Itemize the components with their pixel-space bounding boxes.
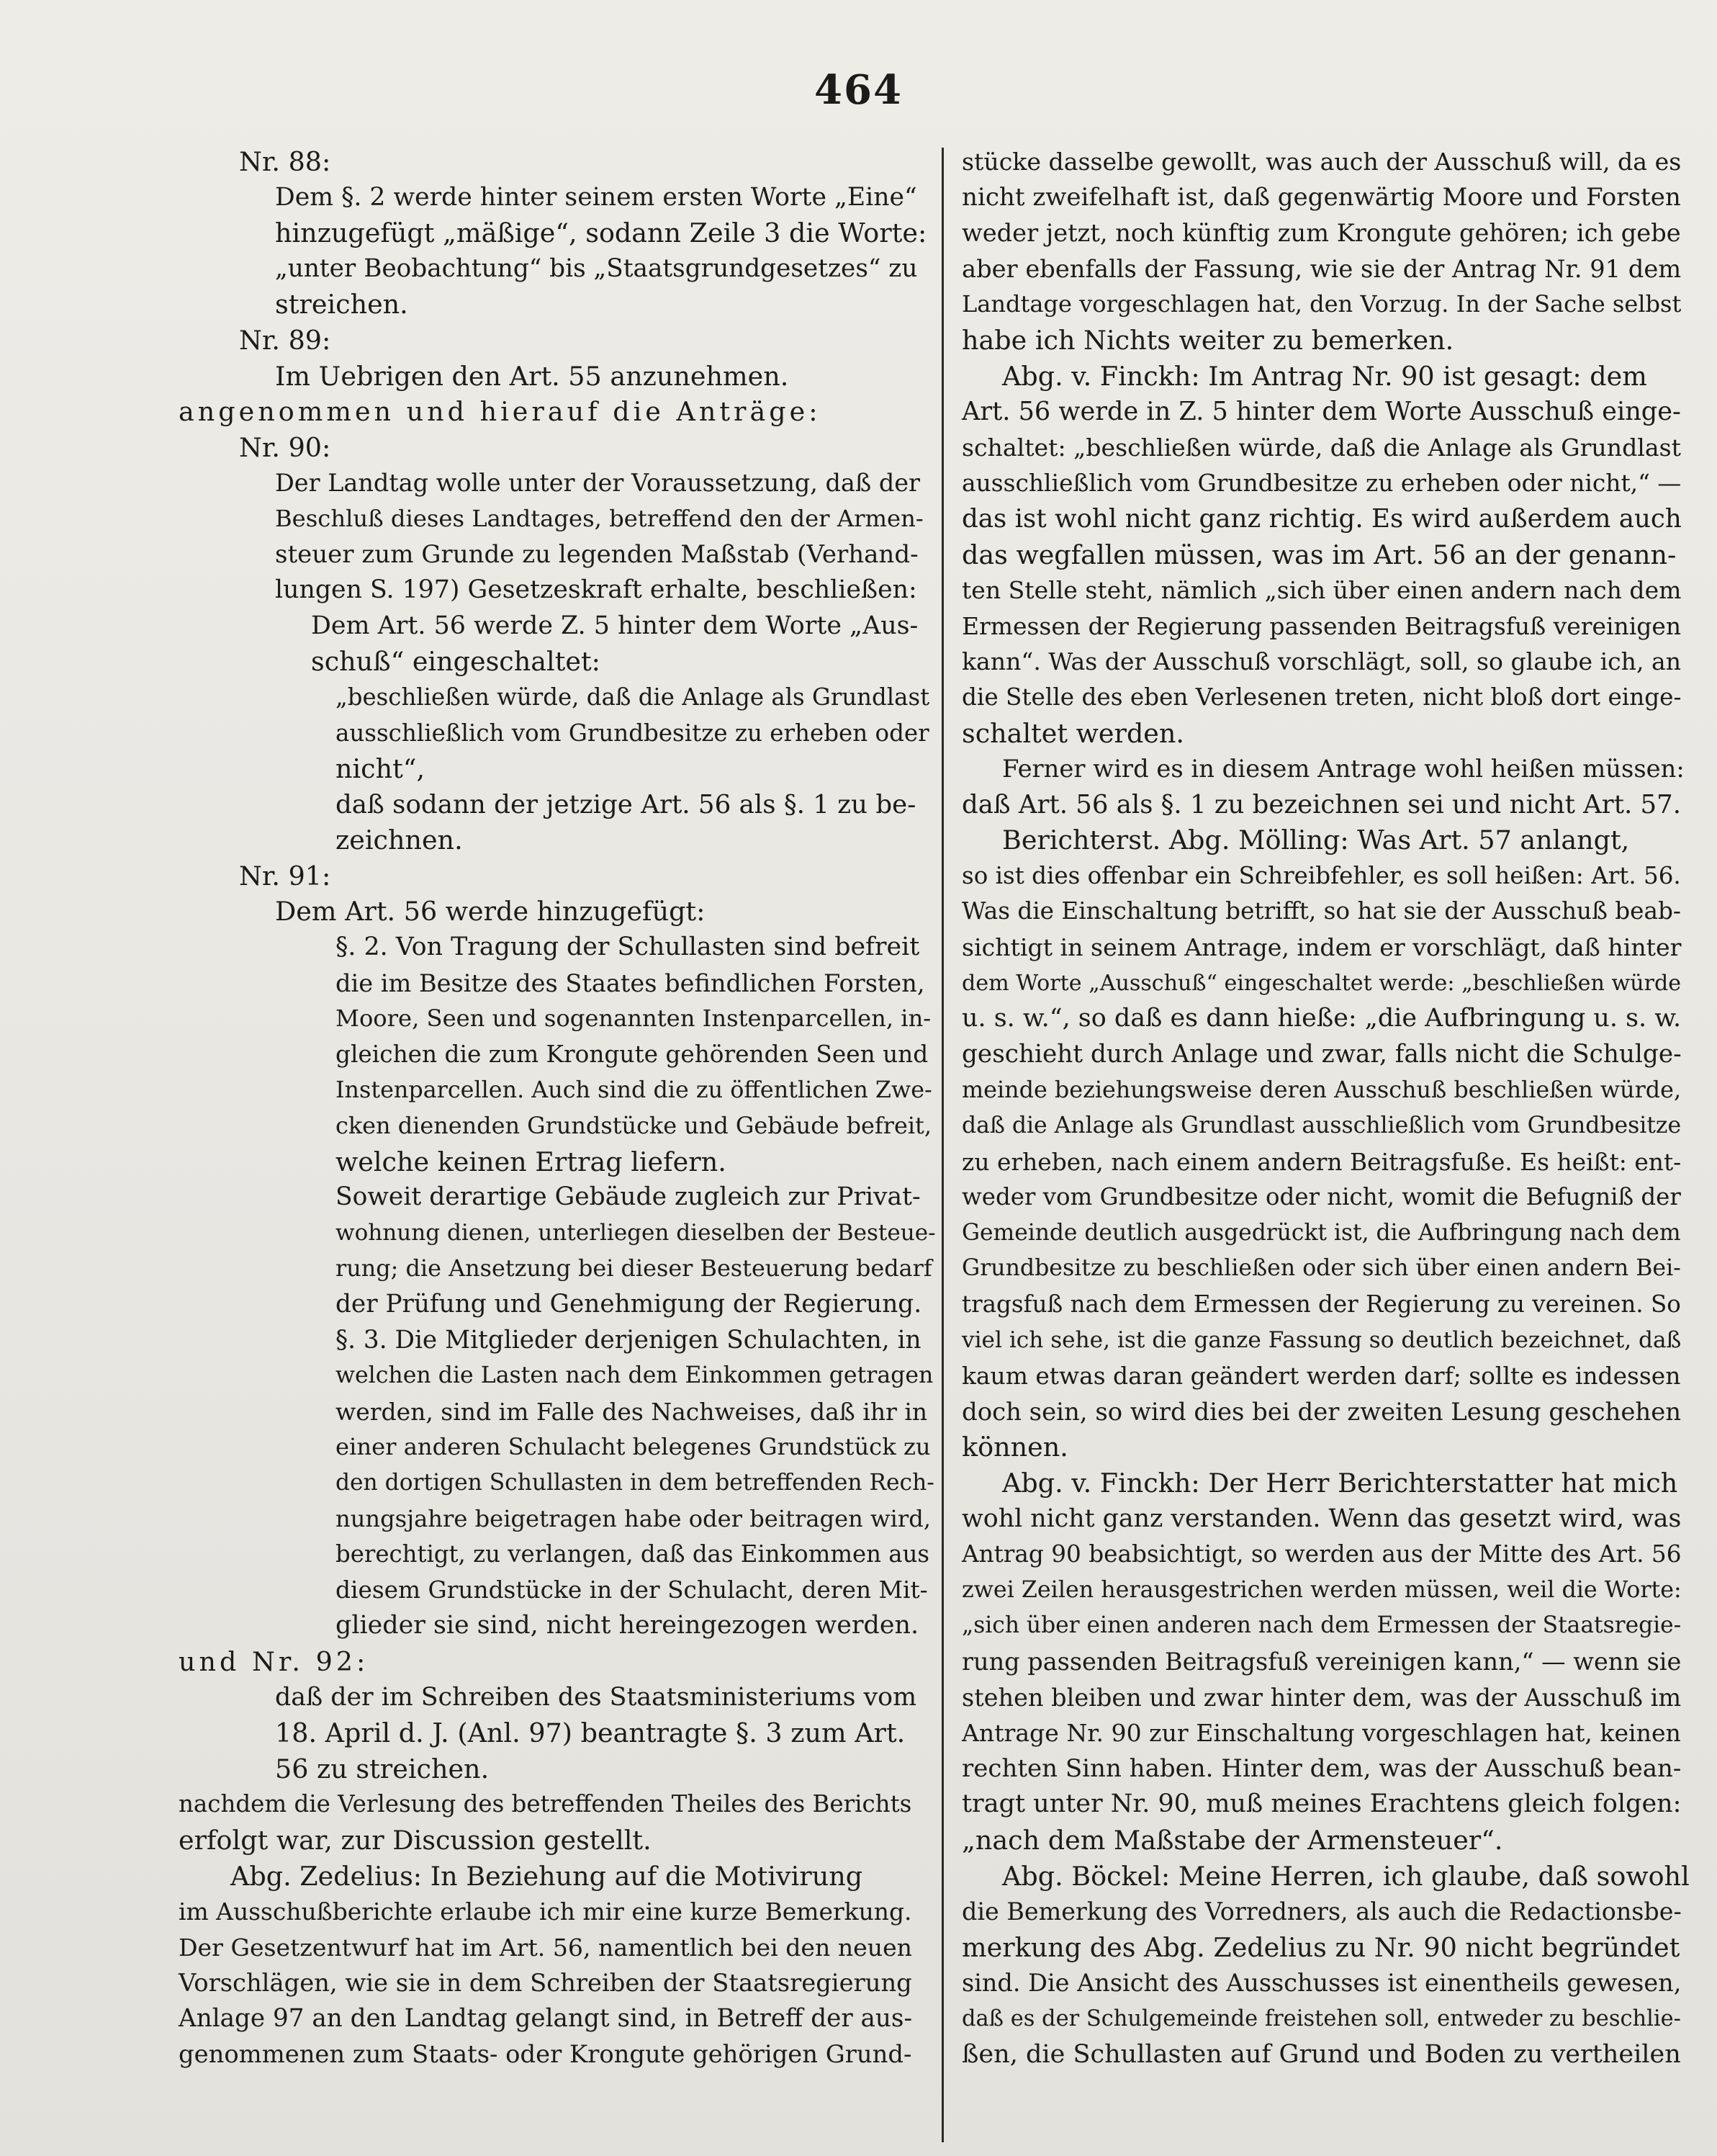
text-line: Ermessen der Regierung passenden Beitragsfuß vereinigen: [962, 611, 1682, 640]
text-line: Dem Art. 56 werde hinzugefügt:: [275, 896, 706, 927]
text-line: das ist wohl nicht ganz richtig. Es wird außerdem auch: [962, 503, 1682, 534]
text-line: Dem §. 2 werde hinter seinem ersten Worte „Eine“: [275, 182, 917, 212]
text-line: Berichterst. Abg. Mölling: Was Art. 57 anlangt,: [1002, 825, 1630, 856]
text-line: „beschließen würde, daß die Anlage als Grundlast: [335, 683, 930, 711]
text-line: Instenparcellen. Auch sind die zu öffentlichen Zwe-: [335, 1077, 932, 1104]
text-line: so ist dies offenbar ein Schreibfehler, es soll heißen: Art. 56.: [962, 861, 1681, 889]
text-line: stücke dasselbe gewollt, was auch der Ausschuß will, da es: [962, 148, 1682, 176]
text-line: angenommen und hierauf die Anträge:: [179, 396, 821, 428]
text-line: können.: [962, 1432, 1068, 1463]
text-line: Antrage Nr. 90 zur Einschaltung vorgeschlagen hat, keinen: [962, 1719, 1681, 1748]
text-line: gleichen die zum Krongute gehörenden Seen und: [335, 1040, 929, 1068]
page-number: 464: [814, 66, 903, 114]
text-line: tragt unter Nr. 90, muß meines Erachtens gleich folgen:: [962, 1789, 1682, 1819]
text-line: glieder sie sind, nicht hereingezogen werden.: [335, 1611, 919, 1640]
text-line: die im Besitze des Staates befindlichen Forsten,: [335, 969, 925, 997]
text-line: die Stelle des eben Verlesenen treten, nicht bloß dort einge-: [962, 683, 1682, 711]
text-line: cken dienenden Grundstücke und Gebäude befreit,: [335, 1112, 932, 1140]
text-line: den dortigen Schullasten in dem betreffenden Rech-: [335, 1469, 934, 1496]
text-line: werden, sind im Falle des Nachweises, daß ihr in: [335, 1397, 928, 1426]
text-line: stehen bleiben und zwar hinter dem, was der Ausschuß im: [962, 1683, 1682, 1712]
text-line: Was die Einschaltung betrifft, so hat sie der Ausschuß beab-: [962, 897, 1681, 925]
text-line: weder jetzt, noch künftig zum Krongute gehören; ich gebe: [962, 219, 1681, 248]
text-line: kann“. Was der Ausschuß vorschlägt, soll, so glaube ich, an: [962, 647, 1682, 676]
text-line: wohnung dienen, unterliegen dieselben der Besteue-: [335, 1219, 936, 1246]
text-line: Abg. Böckel: Meine Herren, ich glaube, daß sowohl: [1002, 1860, 1690, 1892]
text-line: und Nr. 92:: [179, 1645, 369, 1677]
text-line: zwei Zeilen herausgestrichen werden müssen, weil die Worte:: [962, 1576, 1682, 1603]
text-line: Anlage 97 an den Landtag gelangt sind, in Betreff der aus-: [179, 2003, 913, 2033]
text-line: aber ebenfalls der Fassung, wie sie der Antrag Nr. 91 dem: [962, 254, 1682, 283]
text-line: sichtigt in seinem Antrage, indem er vorschlägt, daß hinter: [962, 933, 1682, 962]
text-line: Landtage vorgeschlagen hat, den Vorzug. In der Sache selbst: [962, 290, 1682, 318]
text-line: nachdem die Verlesung des betreffenden Theiles des Berichts: [179, 1790, 912, 1818]
text-line: Grundbesitze zu beschließen oder sich über einen andern Bei-: [962, 1255, 1681, 1282]
text-line: ausschließlich vom Grundbesitze zu erheben oder: [335, 719, 929, 747]
text-line: 18. April d. J. (Anl. 97) beantragte §. 3 zum Art.: [275, 1717, 906, 1749]
text-line: ßen, die Schullasten auf Grund und Boden zu vertheilen: [962, 2039, 1681, 2070]
text-line: „sich über einen anderen nach dem Ermessen der Staatsregie-: [962, 1612, 1682, 1639]
text-line: Abg. Zedelius: In Beziehung auf die Motivirung: [230, 1860, 863, 1892]
text-line: Soweit derartige Gebäude zugleich zur Privat-: [335, 1182, 921, 1212]
text-line: Vorschlägen, wie sie in dem Schreiben der Staatsregierung: [179, 1969, 912, 1998]
text-line: Nr. 91:: [239, 860, 331, 891]
text-line: Der Landtag wolle unter der Voraussetzung, daß der: [275, 469, 921, 498]
text-line: Nr. 88:: [239, 146, 331, 177]
text-line: §. 3. Die Mitglieder derjenigen Schulachten, in: [335, 1325, 921, 1355]
text-line: daß die Anlage als Grundlast ausschließlich vom Grundbesitze: [962, 1113, 1682, 1139]
text-line: Antrag 90 beabsichtigt, so werden aus der Mitte des Art. 56: [962, 1540, 1682, 1568]
text-line: rung; die Ansetzung bei dieser Besteuerung bedarf: [335, 1254, 932, 1283]
text-line: Abg. v. Finckh: Im Antrag Nr. 90 ist gesagt: dem: [1002, 360, 1647, 392]
text-line: viel ich sehe, ist die ganze Fassung so deutlich bezeichnet, daß: [962, 1326, 1682, 1353]
text-line: schaltet werden.: [962, 717, 1185, 749]
text-line: weder vom Grundbesitze oder nicht, womit die Befugniß der: [962, 1183, 1681, 1211]
text-line: dem Worte „Ausschuß“ eingeschaltet werde: „beschließen würde: [962, 970, 1682, 996]
text-line: diesem Grundstücke in der Schulacht, deren Mit-: [335, 1576, 928, 1604]
text-line: erfolgt war, zur Discussion gestellt.: [179, 1824, 652, 1856]
text-line: „nach dem Maßstabe der Armensteuer“.: [962, 1824, 1503, 1856]
text-line: welche keinen Ertrag liefern.: [335, 1146, 726, 1177]
text-line: welchen die Lasten nach dem Einkommen getragen: [335, 1362, 934, 1389]
text-line: merkung des Abg. Zedelius zu Nr. 90 nicht begründet: [962, 1931, 1680, 1963]
text-line: rung passenden Beitragsfuß vereinigen kann,“ — wenn sie: [962, 1647, 1682, 1676]
text-line: habe ich Nichts weiter zu bemerken.: [962, 324, 1454, 356]
text-line: ten Stelle steht, nämlich „sich über einen andern nach dem: [962, 576, 1682, 605]
left-text-column: [179, 144, 936, 2072]
text-line: schuß“ eingeschaltet:: [311, 646, 600, 678]
text-line: sind. Die Ansicht des Ausschusses ist einentheils gewesen,: [962, 1969, 1682, 1998]
text-line: Art. 56 werde in Z. 5 hinter dem Worte Ausschuß einge-: [962, 397, 1681, 427]
text-line: Nr. 90:: [239, 431, 331, 463]
text-line: §. 2. Von Tragung der Schullasten sind befreit: [335, 933, 920, 962]
text-line: zeichnen.: [335, 825, 463, 856]
text-line: 56 zu streichen.: [275, 1753, 490, 1784]
text-line: Dem Art. 56 werde Z. 5 hinter dem Worte „Aus-: [311, 611, 919, 640]
text-line: nungsjahre beigetragen habe oder beitragen wird,: [335, 1504, 931, 1532]
text-line: rechten Sinn haben. Hinter dem, was der Ausschuß bean-: [962, 1753, 1682, 1783]
text-line: zu erheben, nach einem andern Beitragsfuße. Es heißt: ent-: [962, 1147, 1682, 1176]
text-line: kaum etwas daran geändert werden darf; sollte es indessen: [962, 1362, 1681, 1391]
text-line: die Bemerkung des Vorredners, als auch die Redactionsbe-: [962, 1897, 1682, 1926]
text-line: hinzugefügt „mäßige“, sodann Zeile 3 die Worte:: [275, 217, 927, 249]
text-line: daß sodann der jetzige Art. 56 als §. 1 zu be-: [335, 789, 916, 819]
text-line: daß es der Schulgemeinde freistehen soll, entweder zu beschlie-: [962, 2005, 1681, 2031]
text-line: „unter Beobachtung“ bis „Staatsgrundgesetzes“ zu: [275, 253, 918, 283]
text-line: steuer zum Grunde zu legenden Maßstab (Verhand-: [275, 539, 919, 569]
text-line: nicht zweifelhaft ist, daß gegenwärtig Moore und Forsten: [962, 182, 1681, 212]
text-line: im Ausschußberichte erlaube ich mir eine kurze Bemerkung.: [179, 1897, 912, 1926]
text-line: einer anderen Schulacht belegenes Grundstück zu: [335, 1433, 931, 1461]
text-line: Im Uebrigen den Art. 55 anzunehmen.: [275, 360, 789, 392]
text-line: Der Gesetzentwurf hat im Art. 56, namentlich bei den neuen: [179, 1933, 912, 1962]
text-line: doch sein, so wird dies bei der zweiten Lesung geschehen: [962, 1397, 1682, 1426]
text-line: daß der im Schreiben des Staatsministeriums vom: [275, 1682, 917, 1712]
text-line: meinde beziehungsweise deren Ausschuß beschließen würde,: [962, 1077, 1682, 1104]
text-line: Ferner wird es in diesem Antrage wohl heißen müssen:: [1002, 755, 1685, 783]
text-line: Gemeinde deutlich ausgedrückt ist, die Aufbringung nach dem: [962, 1219, 1681, 1246]
text-line: schaltet: „beschließen würde, daß die Anlage als Grundlast: [962, 433, 1681, 462]
text-line: das wegfallen müssen, was im Art. 56 an der genann-: [962, 539, 1677, 570]
right-text-column: [962, 144, 1696, 2072]
text-line: nicht“,: [335, 753, 425, 785]
text-line: ausschließlich vom Grundbesitze zu erheben oder nicht,“ —: [962, 469, 1682, 498]
text-line: Beschluß dieses Landtages, betreffend den der Armen-: [275, 504, 924, 532]
text-line: Abg. v. Finckh: Der Herr Berichterstatter hat mich: [1002, 1467, 1678, 1499]
text-line: tragsfuß nach dem Ermessen der Regierung zu vereinen. So: [962, 1290, 1681, 1318]
text-line: Nr. 89:: [239, 324, 331, 356]
text-line: streichen.: [275, 289, 408, 320]
text-line: berechtigt, zu verlangen, daß das Einkommen aus: [335, 1540, 930, 1568]
column-divider: [942, 148, 944, 2142]
text-line: u. s. w.“, so daß es dann hieße: „die Aufbringung u. s. w.: [962, 1004, 1682, 1033]
text-line: Moore, Seen und sogenannten Instenparcellen, in-: [335, 1005, 932, 1033]
text-line: lungen S. 197) Gesetzeskraft erhalte, beschließen:: [275, 575, 917, 605]
text-line: daß Art. 56 als §. 1 zu bezeichnen sei und nicht Art. 57.: [962, 789, 1681, 819]
text-line: geschieht durch Anlage und zwar, falls nicht die Schulge-: [962, 1039, 1682, 1069]
text-line: genommenen zum Staats- oder Krongute gehörigen Grund-: [179, 2040, 912, 2069]
text-line: der Prüfung und Genehmigung der Regierung.: [335, 1290, 922, 1319]
text-line: wohl nicht ganz verstanden. Wenn das gesetzt wird, was: [962, 1504, 1682, 1533]
